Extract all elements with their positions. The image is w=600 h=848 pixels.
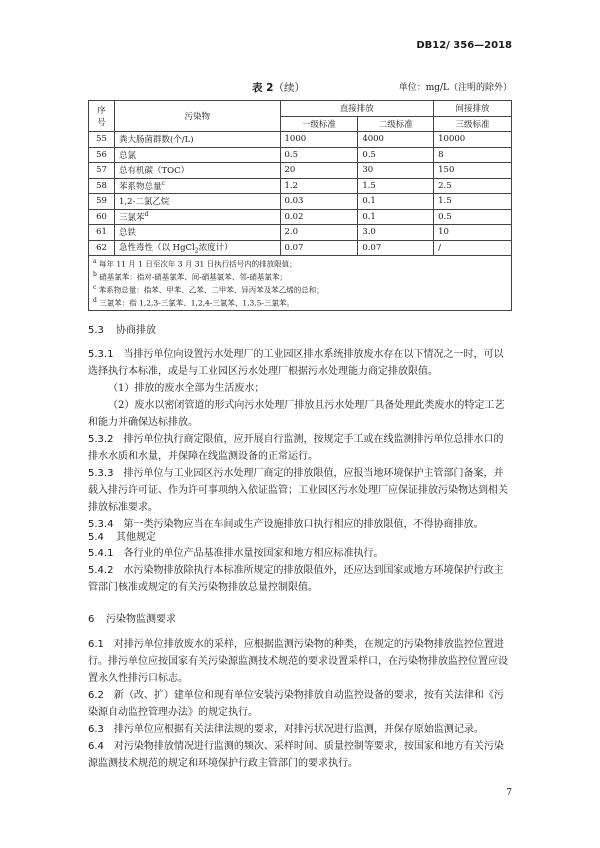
cell-std2: 0.1 [358,209,434,225]
cell-std3: 1.5 [434,194,512,210]
cell-std1: 0.03 [280,194,358,210]
cell-pollutant: 苯系物总量$^c$ [114,178,280,194]
cell-pollutant: 总有机碳（TOC） [114,163,280,179]
table-row [89,178,512,194]
cell-pollutant: 三氯苯$^d$ [114,209,280,225]
cell-std1: 20 [280,163,358,179]
pollutant-limits-table [88,100,512,311]
cell-no: 59 [89,194,115,210]
table-header-row [89,101,512,117]
paragraph-5-3-1-item-2: （2）废水以密闭管道的形式向污水处理厂排放且污水处理厂具备处理此类废水的特定工艺和能力并确保达标排放。 [88,400,505,428]
table-unit: 单位：mg/L（注明的除外） [398,83,512,93]
cell-no: 60 [89,209,115,225]
cell-std1: 0.02 [280,209,358,225]
cell-pollutant: 粪大肠菌群数(个/L) [114,132,280,148]
cell-std2: 30 [358,163,434,179]
cell-std2: 0.07 [358,240,434,256]
paragraph-5-3-4: 5.3.4 第一类污染物应当在车间或生产设施排放口执行相应的排放限值，不得协商排放。 [88,519,484,530]
col-header-std1: 一级标准 [280,116,358,132]
cell-std3: 8 [434,147,512,163]
section-5-3-heading: 5.3 协商排放 [88,325,156,336]
table-row [89,209,512,225]
paragraph-6-4: 6.4 对污染物排放情况进行监测的频次、采样时间、质量控制等要求，按国家和地方有关污染源监测技术规范的规定和环境保护行政主管部门的要求执行。 [88,741,504,769]
cell-std2: 4000 [358,132,434,148]
col-header-pollutant: 污染物 [114,101,280,132]
col-header-direct: 直接排放 [280,101,434,117]
cell-no: 58 [89,178,115,194]
cell-no: 56 [89,147,115,163]
table-notes-row [89,256,512,311]
cell-std1: 1.2 [280,178,358,194]
cell-std2: 0.1 [358,194,434,210]
col-header-indirect: 间接排放 [434,101,512,117]
cell-std2: 1.5 [358,178,434,194]
section-5-4-body [88,545,512,596]
cell-std3: 2.5 [434,178,512,194]
paragraph-6-1: 6.1 对排污单位排放废水的采样，应根据监测污染物的种类，在规定的污染物排放监控位置进行。排污单位应按国家有关污染源监测技术规范的要求设置采样口，在污染物排放监控位置应设置永久性排污口标志。 [88,639,508,684]
document-code: DB12/ 356—2018 [416,40,512,51]
cell-no: 61 [89,225,115,241]
cell-no: 57 [89,163,115,179]
cell-std1: 2.0 [280,225,358,241]
table-row [89,240,512,256]
paragraph-5-3-1-item-1: （1）排放的废水全部为生活废水； [108,383,265,394]
cell-std3: 0.5 [434,209,512,225]
col-header-no: 序号 [89,101,115,132]
cell-pollutant: 总铁 [114,225,280,241]
cell-std1: 0.5 [280,147,358,163]
table-notes [89,256,512,311]
table-caption-row [88,80,512,94]
cell-std2: 3.0 [358,225,434,241]
col-header-std2: 二级标准 [358,116,434,132]
section-5-4-heading: 5.4 其他规定 [88,532,156,543]
table-note: $^d$ 三氯苯：指 1,2,3-三氯苯、1,2,4-三氯苯、1,3,5-三氯苯。 [93,297,294,308]
table-row [89,194,512,210]
table-body [89,132,512,256]
table-note: $^c$ 苯系物总量：指苯、甲苯、乙苯、二甲苯、异丙苯及苯乙烯的总和； [93,284,324,295]
cell-std3: / [434,240,512,256]
paragraph-5-3-3: 5.3.3 排污单位与工业园区污水处理厂商定的排放限值，应报当地环境保护主管部门备案，并载入排污许可证、作为许可事项纳入依证监管；工业园区污水处理厂应保证排放污染物达到相关排放标准要求。 [88,468,508,513]
cell-no: 55 [89,132,115,148]
table-row [89,132,512,148]
table-row [89,225,512,241]
paragraph-5-3-1: 5.3.1 当排污单位向设置污水处理厂的工业园区排水系统排放废水存在以下情况之一时，可以选择执行本标准，或是与工业园区污水处理厂根据污水处理能力商定排放限值。 [88,349,504,377]
table-row [89,147,512,163]
cell-std2: 0.5 [358,147,434,163]
cell-no: 62 [89,240,115,256]
page-number: 7 [506,788,512,798]
cell-std3: 10000 [434,132,512,148]
cell-std1: 1000 [280,132,358,148]
paragraph-6-2: 6.2 新（改、扩）建单位和现有单位安装污染物排放自动监控设备的要求，按有关法律和《污染源自动监控管理办法》的规定执行。 [88,690,504,718]
cell-pollutant: 急性毒性（以 HgCl$_2$浓度计） [114,240,280,256]
table-note: $^b$ 硝基氯苯：指对-硝基氯苯、间-硝基氯苯、邻-硝基氯苯； [93,271,287,282]
cell-std3: 150 [434,163,512,179]
cell-std3: 10 [434,225,512,241]
paragraph-5-4-2: 5.4.2 水污染物排放除执行本标准所规定的排放限值外，还应达到国家或地方环境保护行政主管部门核准或规定的有关污染物排放总量控制限值。 [88,565,504,593]
section-6-body [88,636,512,772]
paragraph-5-3-2: 5.3.2 排污单位执行商定限值，应开展自行监测，按规定手工或在线监测排污单位总排水口的排水水质和水量，并保障在线监测设备的正常运行。 [88,434,504,462]
paragraph-6-3: 6.3 排污单位应根据有关法律法规的要求，对排污状况进行监测，并保存原始监测记录。 [88,724,484,735]
cell-pollutant: 总氯 [114,147,280,163]
cell-pollutant: 1,2-二氯乙烷 [114,194,280,210]
table-note: $^a$ 每年 11 月 1 日至次年 3 月 31 日执行括号内的排放限值； [93,258,297,269]
paragraph-5-4-1: 5.4.1 各行业的单位产品基准排水量按国家和地方相应标准执行。 [88,548,384,559]
table-caption: 表 2（续） [252,82,305,94]
cell-std1: 0.07 [280,240,358,256]
table-row [89,163,512,179]
col-header-std3: 三级标准 [434,116,512,132]
section-5-3-body [88,346,512,533]
section-6-heading: 6 污染物监测要求 [88,614,176,625]
